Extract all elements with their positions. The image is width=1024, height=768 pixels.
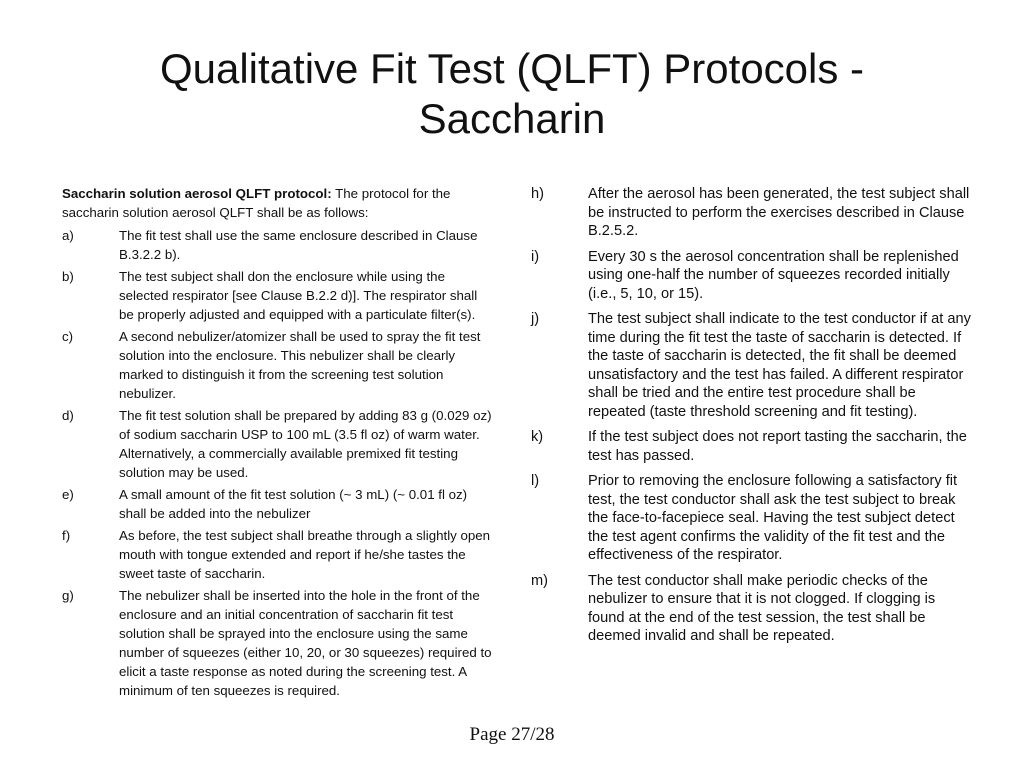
list-item: [62, 586, 494, 700]
list-item-text: Prior to removing the enclosure following a satisfactory fit test, the test conductor shall ask the test subject to break the face-to-facepiece seal. Having the test subject detect the test agent confirms the validity of the fit test and the effectiveness of the respirator.: [588, 473, 958, 563]
list-item-marker: g): [62, 588, 74, 603]
left-column: [62, 184, 494, 703]
list-item-marker: d): [62, 408, 74, 423]
left-item-list: [62, 226, 494, 700]
list-item-marker: k): [531, 429, 544, 445]
list-item-text: Every 30 s the aerosol concentration shall be replenished using one-half the number of squeezes recorded initially (i.e., 5, 10, or 15).: [588, 248, 959, 302]
list-item-text: The fit test shall use the same enclosure described in Clause B.3.2.2 b).: [119, 228, 478, 262]
list-item-marker: c): [62, 329, 74, 344]
list-item-marker: l): [531, 473, 540, 489]
list-item-text: The fit test solution shall be prepared by adding 83 g (0.029 oz) of sodium saccharin USP to 100 mL (3.5 fl oz) of warm water. Alternatively, a commercially available premixed fit testing solution may be used.: [119, 408, 492, 480]
list-item: [62, 327, 494, 403]
list-item-marker: b): [62, 269, 74, 284]
list-item: [531, 572, 971, 646]
list-item: [531, 185, 971, 241]
list-item-text: A second nebulizer/atomizer shall be used to spray the fit test solution into the enclosure. This nebulizer shall be clearly marked to distinguish it from the screening test solution nebulizer.: [119, 329, 481, 401]
list-item-text: The test subject shall don the enclosure while using the selected respirator [see Clause B.2.2 d)]. The respirator shall be properly adjusted and equipped with a particulate filter(s).: [119, 269, 478, 322]
list-item-text: If the test subject does not report tasting the saccharin, the test has passed.: [588, 429, 967, 464]
list-item-marker: h): [531, 186, 544, 202]
right-column: [531, 185, 971, 653]
intro-paragraph: [62, 184, 494, 222]
list-item: [62, 485, 494, 523]
list-item-text: As before, the test subject shall breathe through a slightly open mouth with tongue extended and report if he/she tastes the sweet taste of saccharin.: [119, 528, 491, 581]
intro-text: The protocol for the saccharin solution aerosol QLFT shall be as follows:: [62, 186, 451, 220]
page-number: Page 27/28: [469, 724, 555, 745]
list-item-marker: f): [62, 528, 71, 543]
list-item-marker: m): [531, 572, 549, 589]
right-item-list: [531, 185, 971, 646]
slide-title: Qualitative Fit Test (QLFT) Protocols - Saccharin: [159, 45, 865, 142]
list-item: [531, 472, 971, 565]
list-item-text: A small amount of the fit test solution (~ 3 mL) (~ 0.01 fl oz) shall be added into the nebulizer: [119, 487, 468, 521]
list-item: [62, 267, 494, 324]
list-item: [62, 526, 494, 583]
list-item-text: The test conductor shall make periodic checks of the nebulizer to ensure that it is not clogged. If clogging is found at the end of the test session, the test shall be deemed invalid and shall be repeated.: [588, 572, 936, 644]
list-item: [531, 248, 971, 304]
intro-bold-label: Saccharin solution aerosol QLFT protocol:: [62, 186, 332, 201]
list-item-marker: j): [531, 311, 540, 327]
list-item: [531, 310, 971, 421]
list-item-marker: e): [62, 487, 74, 502]
list-item-marker: i): [531, 248, 540, 265]
list-item: [531, 428, 971, 465]
list-item-text: The test subject shall indicate to the test conductor if at any time during the fit test the taste of saccharin is detected. If the taste of saccharin is detected, the fit shall be deemed unsatisfactory and the test has failed. A different respirator shall be tried and the entire test procedure shall be repeated (taste threshold screening and fit testing).: [588, 311, 971, 420]
list-item-text: The nebulizer shall be inserted into the hole in the front of the enclosure and an initial concentration of saccharin fit test solution shall be sprayed into the enclosure using the same number of squeezes (either 10, 20, or 30 squeezes) required to elicit a taste response as noted during the screening test. A minimum of ten squeezes is required.: [119, 588, 492, 698]
list-item: [62, 226, 494, 264]
list-item: [62, 406, 494, 482]
list-item-marker: a): [62, 228, 74, 243]
list-item-text: After the aerosol has been generated, the test subject shall be instructed to perform the exercises described in Clause B.2.5.2.: [588, 186, 970, 239]
